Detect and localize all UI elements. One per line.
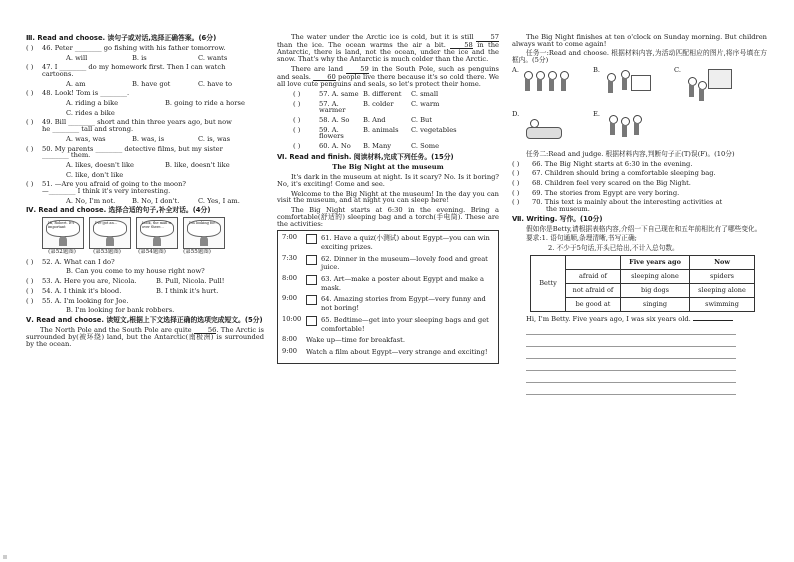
- reading-title: The Big Night at the museum: [332, 162, 444, 171]
- options-47: A. am B. have got C. have to: [66, 79, 232, 88]
- activity-schedule: [277, 230, 499, 363]
- cloze-option: C. vegetables: [411, 125, 457, 134]
- reading-paragraph-4: The Big Night finishes at ten o'clock on Sunday morning. But children always want to come again!: [512, 33, 767, 48]
- answer-bracket[interactable]: ( ): [293, 116, 301, 125]
- table-header-five-years-ago: Five years ago: [621, 255, 690, 269]
- answer-bracket[interactable]: ( ): [293, 89, 301, 98]
- writing-line[interactable]: [526, 373, 736, 383]
- betty-table: Betty Five years ago Now afraid of sleeping alone spiders not afraid of big dogs sleeping alone be good at singing swimming: [530, 255, 755, 312]
- activity-picture-a: A.: [512, 67, 587, 105]
- schedule-activity: 62. Dinner in the museum—lovely food and great juice.: [321, 254, 488, 272]
- cloze-option: 58. A. So: [319, 116, 350, 125]
- schedule-activity: 64. Amazing stories from Egypt—very funny and not boring!: [321, 295, 486, 313]
- answer-bracket[interactable]: ( ): [26, 257, 34, 266]
- cloze-option: C. warm: [411, 99, 440, 108]
- answer-bracket[interactable]: ( ): [293, 99, 301, 108]
- schedule-time: 7:00: [282, 233, 298, 242]
- answer-bracket[interactable]: ( ): [26, 63, 34, 72]
- answer-bracket[interactable]: ( ): [512, 198, 520, 207]
- activity-picture-c: C.: [674, 67, 749, 105]
- column-right: [512, 34, 767, 397]
- table-name-cell: Betty: [531, 255, 566, 311]
- cloze-option: C. Some: [411, 142, 440, 151]
- option-48c: C. rides a bike: [66, 108, 115, 117]
- answer-bracket[interactable]: ( ): [26, 286, 34, 295]
- activity-picture-e: E.: [593, 111, 668, 149]
- section-3-heading: Ⅲ. Read and choose. 读句子或对话,选择正确答案。(6分): [26, 34, 217, 42]
- schedule-row: [282, 275, 494, 292]
- blank-56[interactable]: 56: [194, 327, 217, 335]
- schedule-time: 10:00: [282, 314, 302, 323]
- cloze-option: B. And: [363, 116, 386, 125]
- schedule-activity: 61. Have a quiz(小测试) about Egypt—you can win exciting prizes.: [321, 234, 490, 251]
- answer-box[interactable]: [306, 295, 317, 305]
- answer-box[interactable]: [306, 234, 317, 244]
- writing-requirement-1: 要求:1. 语句通顺,条理清晰,书写正确;: [526, 234, 637, 243]
- section-5-heading: Ⅴ. Read and choose. 读短文,根据上下文选择正确的选项完成短文。(5分): [26, 315, 263, 324]
- schedule-activity: 63. Art—make a poster about Egypt and make a mask.: [321, 275, 485, 292]
- schedule-time: 8:00: [282, 274, 298, 283]
- options-50: A. likes, doesn't like B. like, doesn't like: [66, 160, 230, 169]
- section-4-heading: Ⅳ. Read and choose. 选择合适的句子,补全对话。(4分): [26, 206, 211, 215]
- schedule-time: 9:00: [282, 347, 298, 355]
- blank-60[interactable]: 60: [313, 74, 336, 82]
- section-7-heading: Ⅶ. Writing. 写作。(10分): [512, 214, 603, 223]
- answer-bracket[interactable]: ( ): [293, 142, 301, 151]
- section-6-heading: Ⅵ. Read and finish. 阅读材料,完成下列任务。(15分): [277, 152, 454, 161]
- cloze-option: B. colder: [363, 99, 394, 108]
- reading-paragraph-3: The Big Night starts at 6:30 in the evening. Bring a comfortable(舒适的) sleeping bag and a torch(手电筒). These are the activities:: [277, 206, 499, 228]
- activity-picture-b: B.: [593, 67, 668, 105]
- cloze-option: 59. A. flowers: [319, 125, 344, 141]
- schedule-row: [282, 255, 494, 272]
- schedule-row: [282, 348, 494, 357]
- answer-bracket[interactable]: ( ): [26, 43, 34, 52]
- cloze-options: [277, 91, 499, 150]
- schedule-row: [282, 295, 494, 312]
- column-left: [26, 34, 264, 351]
- option-50c: C. like, don't like: [66, 170, 124, 179]
- writing-intro: 假如你是Betty,请根据表格内容,介绍一下自己现在和五年前相比有了哪些变化。: [526, 224, 762, 233]
- cloze-option: B. Many: [363, 142, 392, 151]
- schedule-activity: Watch a film about Egypt—very strange and exciting!: [306, 348, 488, 356]
- answer-bracket[interactable]: ( ): [26, 296, 34, 305]
- reading-paragraph-1: It's dark in the museum at night. Is it scary? No. Is it boring? No, it's exciting! Come and see.: [277, 173, 499, 189]
- answer-box[interactable]: [306, 275, 317, 285]
- question-50: ( ) 50. My parents ________ detective films, but my sister ________ them.: [26, 144, 223, 160]
- question-47: ( ) 47. I ________ do my homework first. Then I can watch cartoons.: [26, 63, 226, 78]
- question-48: ( ) 48. Look! Tom is ________.: [26, 89, 130, 98]
- schedule-activity: 65. Bedtime—get into your sleeping bags and get comfortable!: [321, 315, 489, 333]
- task-1-instructions: 任务一:Read and choose. 根据材料内容,为活动匹配相应的图片,将序号填在方框内。(5分): [512, 49, 767, 65]
- blank-58[interactable]: 58: [450, 42, 473, 50]
- answer-bracket[interactable]: ( ): [512, 169, 520, 178]
- answer-bracket[interactable]: ( ): [26, 180, 34, 189]
- answer-bracket[interactable]: ( ): [512, 159, 520, 168]
- option-52b: B. Can you come to my house right now?: [66, 267, 205, 276]
- writing-requirement-2: 2. 不少于5句话,开头已给出,不计入总句数。: [548, 243, 679, 252]
- cloze-paragraph-1: The North Pole and the South Pole are quite 56. The Arctic is surrounded by(被环绕) land, but the Antarctic(南极洲) is surrounded by the ocean.: [26, 325, 264, 349]
- cloze-option: C. small: [411, 89, 439, 98]
- true-false-item: ( ) 66. The Big Night starts at 6:30 in the evening.: [512, 159, 693, 168]
- comic-picture-55: I'm looking for...: [183, 217, 225, 249]
- options-46: A. will B. is C. wants: [66, 53, 228, 62]
- blank-59[interactable]: 59: [346, 66, 369, 74]
- answer-bracket[interactable]: ( ): [26, 144, 34, 153]
- margin-mark: [3, 555, 7, 559]
- writing-line[interactable]: [526, 337, 736, 347]
- options-48: A. riding a bike B. going to ride a horse: [66, 99, 245, 108]
- comic-picture-labels: (第52题图) (第53题图) (第54题图) (第55题图): [48, 249, 211, 256]
- option-55b: B. I'm looking for bank robbers.: [66, 306, 175, 315]
- writing-line[interactable]: [526, 349, 736, 359]
- true-false-list: [512, 161, 767, 213]
- comic-picture-53: I've got an...: [89, 217, 131, 249]
- writing-line[interactable]: [526, 385, 736, 395]
- reading-paragraph-2: Welcome to the Big Night at the museum! In the day you can visit the museum, and at night you can sleep here!: [277, 189, 499, 205]
- comic-picture-54: Look, the mail is over there...: [136, 217, 178, 249]
- question-52: ( ) 52. A. What can I do?: [26, 257, 115, 266]
- column-middle: [277, 34, 499, 364]
- activity-picture-d: D.: [512, 111, 587, 149]
- writing-line[interactable]: [526, 325, 736, 335]
- question-49: ( ) 49. Bill ________ short and thin three years ago, but now he ________ tall and strong.: [26, 118, 232, 134]
- cloze-paragraph-3: There are land 59 in the South Pole, such as penguins and seals. 60 people live there because it's so cold there. We all love cute penguins and seals, so let's protect their home.: [277, 64, 499, 89]
- answer-bracket[interactable]: ( ): [293, 125, 301, 134]
- schedule-row: [282, 234, 494, 251]
- task-2-instructions: 任务二:Read and judge. 根据材料内容,判断句子正(T)误(F)。(10分): [526, 149, 735, 158]
- comic-picture-52: Hi, Robert. It's important: [42, 217, 84, 249]
- true-false-item: ( ) 70. This text is mainly about the interesting activities at the museum.: [512, 198, 723, 214]
- true-false-item: ( ) 69. The stories from Egypt are very boring.: [512, 188, 680, 197]
- schedule-activity: Wake up—time for breakfast.: [306, 336, 405, 345]
- question-53: ( ) 53. A. Here you are, Nicola. B. Pull, Nicola. Pull!: [26, 277, 225, 286]
- answer-bracket[interactable]: ( ): [26, 118, 34, 127]
- answer-bracket[interactable]: ( ): [512, 188, 520, 197]
- cloze-option: 57. A. same: [319, 89, 359, 98]
- options-49: A. was, was B. was, is C. is, was: [66, 134, 231, 143]
- schedule-row: [282, 336, 494, 345]
- cloze-option: 60. A. No: [319, 142, 351, 151]
- schedule-time: 8:00: [282, 335, 298, 344]
- answer-bracket[interactable]: ( ): [26, 89, 34, 98]
- cloze-option: 57. A. warmer: [319, 99, 346, 115]
- activity-pictures: [512, 67, 762, 149]
- cloze-option: C. But: [411, 116, 433, 125]
- schedule-time: 9:00: [282, 294, 298, 303]
- answer-box[interactable]: [306, 316, 317, 326]
- true-false-item: ( ) 67. Children should bring a comfortable sleeping bag.: [512, 169, 716, 178]
- comic-pictures: [42, 217, 264, 249]
- answer-box[interactable]: [306, 255, 317, 265]
- writing-start: Hi, I'm Betty. Five years ago, I was six years old.: [512, 316, 767, 323]
- blank-57[interactable]: 57: [476, 34, 499, 42]
- question-55: ( ) 55. A. I'm looking for Joe.: [26, 296, 129, 305]
- question-51: ( ) 51. —Are you afraid of going to the moon? —________ I think it's very interesting.: [26, 180, 186, 196]
- cloze-option: B. different: [363, 89, 402, 98]
- table-header-now: Now: [690, 255, 755, 269]
- options-51: A. No, I'm not. B. No, I don't. C. Yes, I am.: [66, 196, 240, 205]
- question-54: ( ) 54. A. I think it's blood. B. I think it's hurt.: [26, 286, 219, 295]
- question-46: ( ) 46. Peter ________ go fishing with his father tomorrow.: [26, 43, 226, 52]
- true-false-item: ( ) 68. Children feel very scared on the Big Night.: [512, 178, 691, 187]
- answer-bracket[interactable]: ( ): [512, 178, 520, 187]
- schedule-row: [282, 316, 494, 333]
- schedule-time: 7:30: [282, 253, 298, 262]
- cloze-paragraph-2: The water under the Arctic ice is cold, but it is still 57 than the ice. The ocean warms the air a bit. 58 in the Antarctic, there is land, not the ocean, under the ice and the snow. That's why the Antarctic is much colder than the Arctic.: [277, 33, 499, 64]
- answer-bracket[interactable]: ( ): [26, 277, 34, 286]
- writing-line[interactable]: [526, 361, 736, 371]
- cloze-option: B. animals: [363, 125, 399, 134]
